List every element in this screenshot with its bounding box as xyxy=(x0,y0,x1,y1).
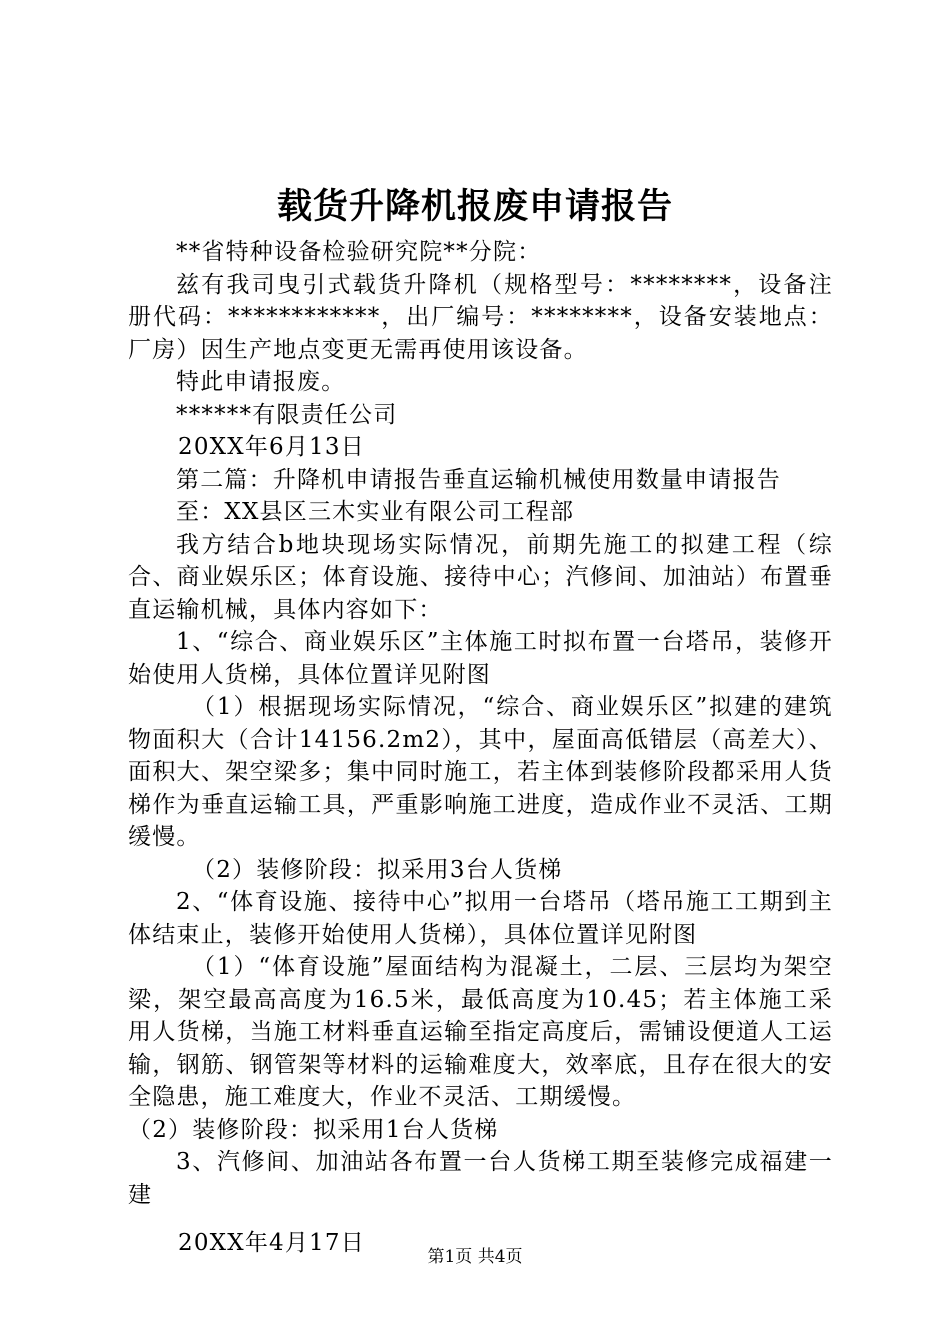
page-footer: 第1页 共4页 xyxy=(427,1247,523,1267)
closing-date-line: 20XX年4月17日 xyxy=(178,1230,365,1256)
request-closing: 特此申请报废。 xyxy=(176,369,346,395)
company-signature: ******有限责任公司 xyxy=(176,401,398,428)
date-line: 20XX年6月13日 xyxy=(178,434,365,460)
addressee-line: **省特种设备检验研究院**分院： xyxy=(176,239,542,265)
item-1: 1、“综合、商业娱乐区”主体施工时拟布置一台塔吊，装修开始使用人货梯，具体位置详见附图 xyxy=(128,629,833,688)
document-body xyxy=(128,236,833,1260)
item-2-sub-2: （2）装修阶段：拟采用1台人货梯 xyxy=(128,1116,499,1143)
section-heading: 第二篇：升降机申请报告垂直运输机械使用数量申请报告 xyxy=(176,466,781,493)
document-title: 载货升降机报废申请报告 xyxy=(276,186,673,227)
item-1-sub-2: （2）装修阶段：拟采用3台人货梯 xyxy=(192,856,563,883)
item-3: 3、汽修间、加油站各布置一台人货梯工期至装修完成福建一建 xyxy=(128,1149,833,1208)
item-1-sub-1: （1）根据现场实际情况，“综合、商业娱乐区”拟建的建筑物面积大（合计14156.2m2），其中，屋面高低错层（高差大）、面积大、架空梁多；集中同时施工，若主体到装修阶段都采用人货梯作为垂直运输工具，严重影响施工进度，造成作业不灵活、工期缓慢。 xyxy=(128,694,833,850)
request-paragraph: 兹有我司曳引式载货升降机（规格型号：********，设备注册代码：************，出厂编号：********，设备安装地点：厂房）因生产地点变更无需再使用该设备。 xyxy=(128,271,833,363)
item-2: 2、“体育设施、接待中心”拟用一台塔吊（塔吊施工工期到主体结束止，装修开始使用人货梯），具体位置详见附图 xyxy=(128,889,833,948)
recipient-line: 至：XX县区三木实业有限公司工程部 xyxy=(176,499,575,525)
item-2-sub-1: （1）“体育设施”屋面结构为混凝土，二层、三层均为架空梁，架空最高高度为16.5米，最低高度为10.45；若主体施工采用人货梯，当施工材料垂直运输至指定高度后，需铺设便道人工运输，钢筋、钢管架等材料的运输难度大，效率底，且存在很大的安全隐患，施工难度大，作业不灵活、工期缓慢。 xyxy=(128,954,833,1110)
intro-paragraph: 我方结合b地块现场实际情况，前期先施工的拟建工程（综合、商业娱乐区；体育设施、接待中心；汽修间、加油站）布置垂直运输机械，具体内容如下： xyxy=(128,531,833,623)
